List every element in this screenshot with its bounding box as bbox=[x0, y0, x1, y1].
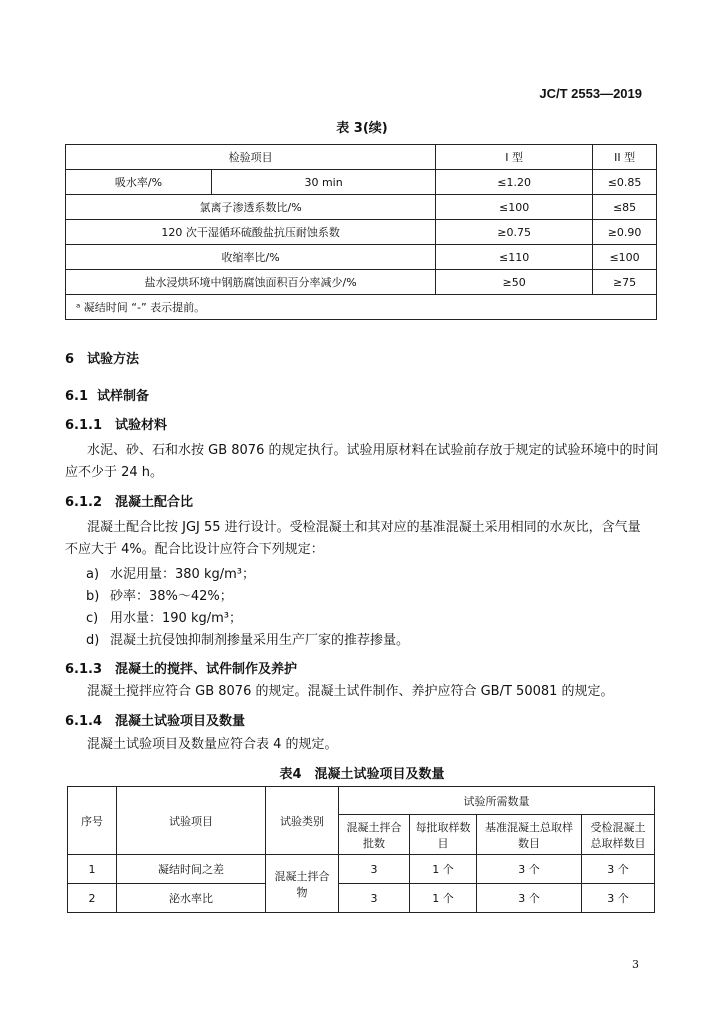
table4-cell-test-total: 3 个 bbox=[582, 884, 655, 913]
table3-cell-item: 吸水率/% bbox=[66, 170, 212, 195]
table3-note-row bbox=[66, 295, 657, 320]
paragraph-line: 混凝土配合比按 JGJ 55 进行设计。受检混凝土和其对应的基准混凝土采用相同的水灰比，含气量 bbox=[87, 520, 641, 535]
table4-cell-seq: 2 bbox=[68, 884, 117, 913]
table3-cell-type1: ≥50 bbox=[436, 270, 593, 295]
standard-code: JC/T 2553—2019 bbox=[539, 86, 642, 101]
list-item bbox=[86, 629, 409, 648]
section-number: 6.1.4 bbox=[65, 714, 103, 729]
table3-note: ᵃ 凝结时间 “-” 表示提前。 bbox=[66, 295, 657, 320]
paragraph-line: 不应大于 4%。配合比设计应符合下列规定： bbox=[65, 542, 324, 557]
table4-cell-item: 泌水率比 bbox=[117, 884, 266, 913]
paragraph-6-1-4 bbox=[65, 734, 659, 756]
table3-header-row bbox=[66, 145, 657, 170]
table4-header-item: 试验项目 bbox=[117, 787, 266, 855]
list-text: 水泥用量：380 kg/m³； bbox=[110, 567, 255, 582]
section-title: 混凝土配合比 bbox=[115, 495, 194, 510]
table3-header-type2: II 型 bbox=[593, 145, 657, 170]
table4-cell-base-total: 3 个 bbox=[477, 884, 582, 913]
list-text: 混凝土抗侵蚀抑制剂掺量采用生产厂家的推荐掺量。 bbox=[110, 633, 410, 648]
table4-header-base-total: 基准混凝土总取样数目 bbox=[477, 815, 582, 855]
table3-cell-type2: ≤85 bbox=[593, 195, 657, 220]
list-text: 砂率：38%～42%； bbox=[110, 589, 233, 604]
table-row bbox=[66, 195, 657, 220]
table3-cell-type2: ≥75 bbox=[593, 270, 657, 295]
table4-cell-per-batch: 1 个 bbox=[410, 884, 477, 913]
table3 bbox=[65, 144, 657, 320]
table3-cell-sub: 30 min bbox=[212, 170, 436, 195]
table4-header-seq: 序号 bbox=[68, 787, 117, 855]
section-6-1-heading bbox=[65, 385, 149, 404]
section-number: 6.1.3 bbox=[65, 662, 103, 677]
table-row bbox=[66, 270, 657, 295]
table3-header-type1: I 型 bbox=[436, 145, 593, 170]
list-text: 用水量：190 kg/m³； bbox=[110, 611, 242, 626]
list-item bbox=[86, 607, 242, 626]
table4-cell-batches: 3 bbox=[339, 855, 410, 884]
section-number: 6 bbox=[65, 352, 75, 367]
table4-cell-test-total: 3 个 bbox=[582, 855, 655, 884]
table3-cell-type2: ≥0.90 bbox=[593, 220, 657, 245]
table4-cell-item: 凝结时间之差 bbox=[117, 855, 266, 884]
section-6-1-4-heading bbox=[65, 710, 245, 729]
table-row bbox=[68, 884, 655, 913]
paragraph-6-1-2 bbox=[65, 517, 659, 561]
paragraph-6-1-1 bbox=[65, 440, 659, 484]
table3-cell-type2: ≤100 bbox=[593, 245, 657, 270]
section-number: 6.1.1 bbox=[65, 418, 103, 433]
table-row bbox=[66, 220, 657, 245]
table3-cell-type1: ≤1.20 bbox=[436, 170, 593, 195]
table4-cell-base-total: 3 个 bbox=[477, 855, 582, 884]
section-number: 6.1 bbox=[65, 389, 89, 404]
list-marker: d) bbox=[86, 633, 100, 648]
section-title: 试样制备 bbox=[97, 389, 150, 404]
list-marker: b) bbox=[86, 589, 100, 604]
section-number: 6.1.2 bbox=[65, 495, 103, 510]
paragraph-6-1-3 bbox=[65, 681, 659, 703]
table3-cell-item: 收缩率比/% bbox=[66, 245, 436, 270]
table3-caption: 表 3(续) bbox=[336, 121, 388, 136]
paragraph-line: 混凝土试验项目及数量应符合表 4 的规定。 bbox=[87, 737, 338, 752]
page-number: 3 bbox=[632, 958, 639, 971]
table4-cell-category: 混凝土拌合物 bbox=[266, 855, 339, 913]
section-title: 试验方法 bbox=[87, 352, 140, 367]
table4-header-quantity: 试验所需数量 bbox=[339, 787, 655, 815]
table3-cell-type1: ≤100 bbox=[436, 195, 593, 220]
table4-cell-seq: 1 bbox=[68, 855, 117, 884]
table3-cell-item: 盐水浸烘环境中钢筋腐蚀面积百分率减少/% bbox=[66, 270, 436, 295]
table4-caption: 表4 混凝土试验项目及数量 bbox=[279, 767, 445, 782]
list-item bbox=[86, 563, 255, 582]
section-6-1-2-heading bbox=[65, 491, 193, 510]
table3-cell-type1: ≥0.75 bbox=[436, 220, 593, 245]
table3-cell-item: 120 次干湿循环硫酸盐抗压耐蚀系数 bbox=[66, 220, 436, 245]
section-title: 混凝土的搅拌、试件制作及养护 bbox=[115, 662, 298, 677]
section-6-1-3-heading bbox=[65, 658, 297, 677]
table3-cell-type1: ≤110 bbox=[436, 245, 593, 270]
paragraph-line: 混凝土搅拌应符合 GB 8076 的规定。混凝土试件制作、养护应符合 GB/T 50081 的规定。 bbox=[87, 684, 614, 699]
table4-cell-per-batch: 1 个 bbox=[410, 855, 477, 884]
table-row bbox=[66, 245, 657, 270]
list-marker: c) bbox=[86, 611, 99, 626]
table4-header-test-total: 受检混凝土总取样数目 bbox=[582, 815, 655, 855]
section-title: 混凝土试验项目及数量 bbox=[115, 714, 246, 729]
table4-header-batches: 混凝土拌合批数 bbox=[339, 815, 410, 855]
table4-header-per-batch: 每批取样数目 bbox=[410, 815, 477, 855]
table4 bbox=[67, 786, 655, 913]
table-row bbox=[66, 170, 657, 195]
section-title: 试验材料 bbox=[115, 418, 168, 433]
section-6-1-1-heading bbox=[65, 414, 167, 433]
table4-header-category: 试验类别 bbox=[266, 787, 339, 855]
section-6-heading bbox=[65, 348, 139, 367]
table3-header-item: 检验项目 bbox=[66, 145, 436, 170]
table3-cell-item: 氯离子渗透系数比/% bbox=[66, 195, 436, 220]
table4-cell-batches: 3 bbox=[339, 884, 410, 913]
list-item bbox=[86, 585, 233, 604]
paragraph-line: 水泥、砂、石和水按 GB 8076 的规定执行。试验用原材料在试验前存放于规定的试验环境中的时间 bbox=[87, 443, 659, 458]
table4-header-row bbox=[68, 787, 655, 815]
list-marker: a) bbox=[86, 567, 100, 582]
table-row bbox=[68, 855, 655, 884]
paragraph-line: 应不少于 24 h。 bbox=[65, 465, 164, 480]
table3-cell-type2: ≤0.85 bbox=[593, 170, 657, 195]
